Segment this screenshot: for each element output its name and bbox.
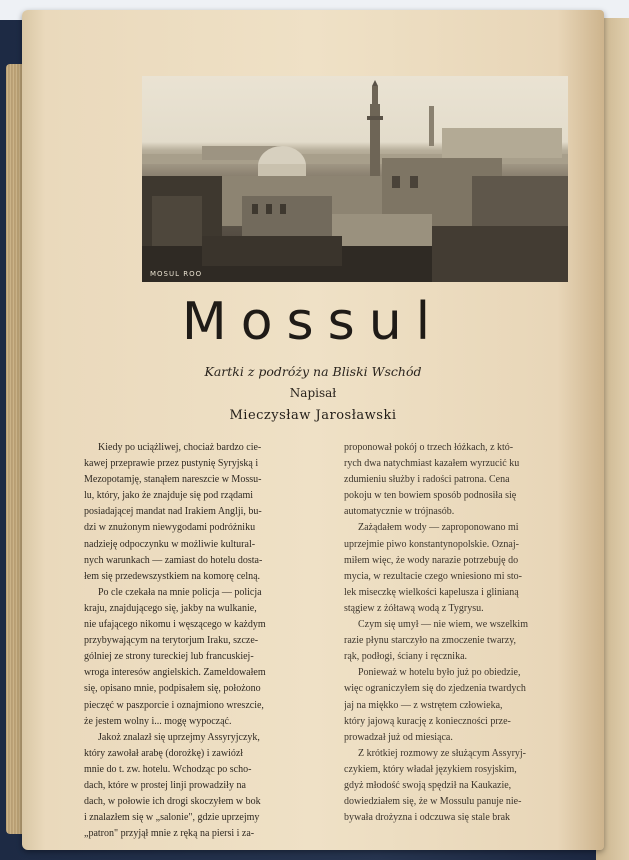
text-line: Czym się umył — nie wiem, we wszelkim <box>358 619 528 631</box>
text-line: Ponieważ w hotelu było już po obiedzie, <box>358 667 521 679</box>
text-line: i znalazłem się w „salonie", gdzie uprzejmy <box>84 812 260 824</box>
author-name: Mieczysław Jarosławski <box>229 408 397 423</box>
text-line: miłem więc, że wody narazie potrzebuję do <box>344 554 519 566</box>
text-line: dach, w połowie ich drogi skoczyłem w bok <box>84 796 261 808</box>
text-line: przybywającym na terytorjum Iraku, szcze- <box>84 635 259 647</box>
text-line: pokoju w ten bowiem sposób podnosiła się <box>344 490 517 502</box>
text-line: wroga interesów angielskich. Zameldowałem <box>84 667 266 679</box>
text-line: Z krótkiej rozmowy ze służącym Assyryj- <box>358 747 527 759</box>
text-line: gólniej ze strony tureckiej lub francuskiej- <box>84 651 254 663</box>
text-column-right <box>344 440 590 826</box>
text-line: Po cle czekała na mnie policja — policja <box>98 586 262 598</box>
text-line: kawej przeprawie przez pustynię Syryjską i <box>84 458 259 470</box>
text-line: gdyż młodość swoją spędził na Kaukazie, <box>344 779 512 791</box>
text-line: dzi w znużonym niewygodami podróżniku <box>84 522 256 534</box>
text-line: stągiew z żółtawą wodą z Tygrysu. <box>344 602 484 614</box>
text-line: Mezopotamję, stanąłem nareszcie w Mossu- <box>84 474 262 486</box>
text-line: uprzejmie piwo konstantynopolskie. Oznaj- <box>344 538 519 550</box>
text-line: czykiem, który władał językiem rosyjskim, <box>344 763 517 775</box>
text-line: łem się przedewszystkiem na komorę celną. <box>84 570 261 582</box>
text-line: mycia, w rezultacie czego wniesiono mi sto- <box>344 570 522 582</box>
text-line: mnie do t. zw. hotelu. Wchodząc po scho- <box>84 763 252 775</box>
text-line: prowadzał już od miesiąca. <box>344 731 453 743</box>
text-column-left <box>84 440 330 842</box>
city-photograph <box>142 76 568 282</box>
text-line: lu, który, jako że znajduje się pod rządami <box>84 490 254 502</box>
text-line: że jestem wolny i... mogę wypocząć. <box>84 715 232 727</box>
text-line: bywała drożyzna i odczuwa się stale brak <box>344 812 511 824</box>
text-line: proponował pokój o trzech łóżkach, z któ- <box>344 442 514 453</box>
text-line: rąk, podłogi, ściany i ręcznika. <box>344 651 468 663</box>
text-line: który zawołał arabę (dorożkę) i zawiózł <box>84 747 244 759</box>
text-line: lek miseczkę wielkości kapelusza i glinianą <box>344 586 519 598</box>
text-line: zdumieniu służby i radości patrona. Cena <box>344 474 510 486</box>
text-line: dach, które w prostej linji prowadziły na <box>84 779 246 791</box>
text-line: dowiedziałem się, że w Mossulu panuje nie- <box>344 796 522 808</box>
text-line: rych dwa natychmiast kazałem wyrzucić ku <box>344 458 520 470</box>
text-line: „patron" przyjął mnie z ręką na piersi i za- <box>84 828 255 840</box>
mosul-cityscape-illustration <box>142 76 568 282</box>
text-line: który jajową kurację z konieczności prze- <box>344 715 511 727</box>
text-line: pieczęć w paszporcie i oznajmiono wreszcie, <box>84 699 264 711</box>
text-line: nadzieję odpoczynku w możliwie kultural- <box>84 538 256 550</box>
book-page <box>22 10 604 850</box>
text-line: Zażądałem wody — zaproponowano mi <box>358 522 519 534</box>
text-line: nie ufającego nikomu i węszącego w każdym <box>84 619 266 631</box>
byline: Napisał <box>289 386 337 400</box>
article-title: Mossul <box>181 292 445 352</box>
article-subtitle: Kartki z podróży na Bliski Wschód <box>204 364 422 379</box>
text-line: posiadającej mandat nad Irakiem Anglji, bu- <box>84 506 262 518</box>
text-line: Kiedy po uciążliwej, chociaż bardzo cie- <box>98 442 262 453</box>
text-line: jaj na miękko — z wstrętem człowieka, <box>344 699 503 711</box>
text-line: automatycznie w trójnasób. <box>344 506 455 518</box>
text-line: się, opisano mnie, podpisałem się, położono <box>84 683 261 695</box>
photo-caption: MOSUL ROO <box>150 270 203 278</box>
text-line: kraju, znajdującego się, jakby na wulkanie, <box>84 602 257 614</box>
text-line: więc ograniczyłem się do zjedzenia twardych <box>344 683 526 695</box>
text-line: razie płynu starczyło na zmoczenie twarzy, <box>344 635 517 647</box>
text-line: nych warunkach — zamiast do hotelu dosta- <box>84 554 263 566</box>
text-line: Jakoż znalazł się uprzejmy Assyryjczyk, <box>98 731 260 743</box>
